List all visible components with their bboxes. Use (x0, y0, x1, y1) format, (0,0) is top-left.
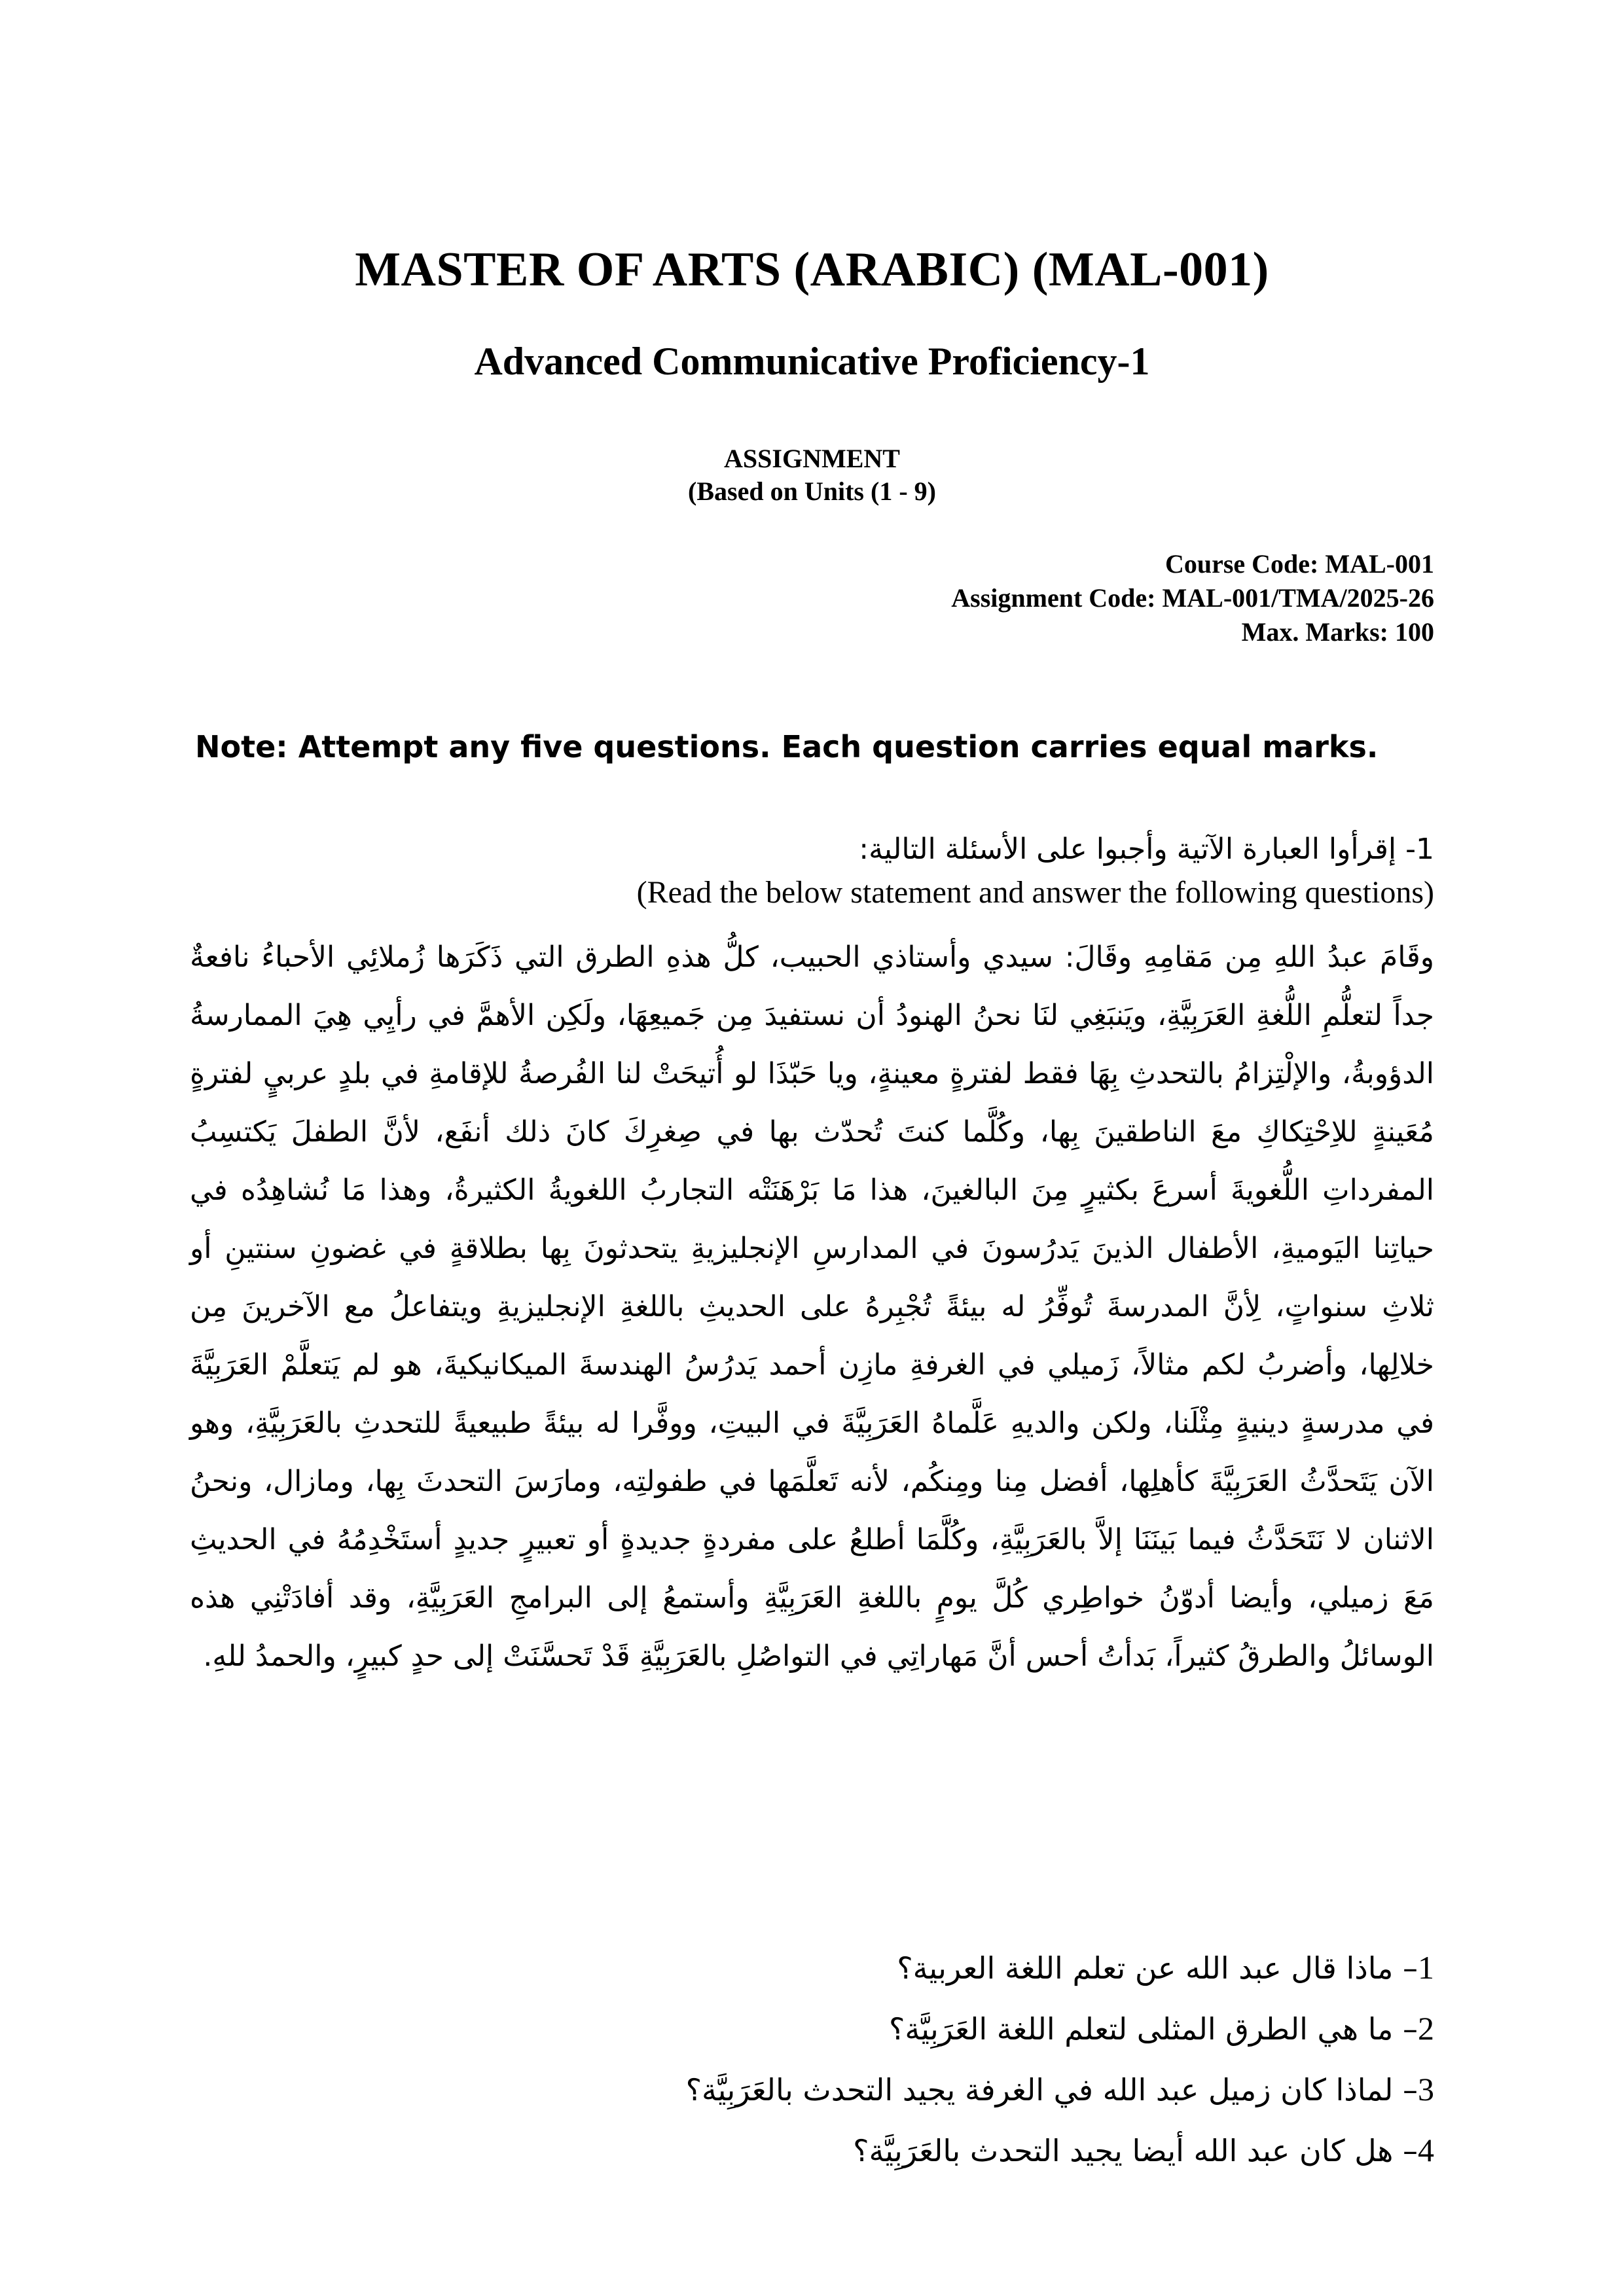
question-number: 3 (1418, 2071, 1434, 2108)
question-dash: – (1393, 2011, 1418, 2047)
question-list (190, 1937, 1434, 2181)
max-marks: Max. Marks: 100 (1241, 617, 1434, 647)
question-dash: – (1393, 2072, 1418, 2108)
question-text: ماذا قال عبد الله عن تعلم اللغة العربية؟ (897, 1950, 1394, 1986)
question-number: 1 (1418, 1949, 1434, 1986)
list-item (190, 2120, 1434, 2181)
assignment-code: Assignment Code: MAL-001/TMA/2025-26 (951, 583, 1434, 613)
page-title: MASTER OF ARTS (ARABIC) (MAL-001) (355, 243, 1269, 296)
question-text: هل كان عبد الله أيضا يجيد التحدث بالعَرَبِيَّة؟ (853, 2133, 1394, 2168)
course-codes (951, 547, 1434, 649)
course-code: Course Code: MAL-001 (1164, 549, 1434, 579)
question-intro-arabic: 1- إقرأوا العبارة الآتية وأجبوا على الأسئلة التالية: (859, 833, 1434, 866)
list-item (190, 1998, 1434, 2059)
assignment-label: ASSIGNMENT (724, 444, 900, 473)
question-number: 4 (1418, 2132, 1434, 2168)
course-subtitle: Advanced Communicative Proficiency-1 (474, 340, 1150, 383)
question-number: 2 (1418, 2010, 1434, 2047)
question-intro-english: (Read the below statement and answer the following questions) (636, 875, 1434, 910)
assignment-heading (0, 442, 1624, 508)
list-item (190, 2059, 1434, 2120)
question-dash: – (1393, 1950, 1418, 1986)
instructions-note: Note: Attempt any five questions. Each question carries equal marks. (195, 729, 1379, 764)
units-label: (Based on Units (1 - 9) (688, 476, 936, 506)
list-item (190, 1937, 1434, 1998)
question-text: لماذا كان زميل عبد الله في الغرفة يجيد التحدث بالعَرَبِيَّة؟ (685, 2072, 1394, 2108)
question-text: ما هي الطرق المثلى لتعلم اللغة العَرَبِيَّة؟ (889, 2011, 1394, 2047)
question-dash: – (1393, 2133, 1418, 2168)
reading-passage: وقَامَ عبدُ اللهِ مِن مَقامِهِ وقَالَ: سيدي وأستاذي الحبيب، كلُّ هذهِ الطرق التي ذَكَرَها زُملائِي الأحباءُ نافعةٌ جداً لتعلُّمِ اللُّغةِ العَرَبِيَّةِ، ويَنبَغِي لنَا نحنُ الهنودُ أن نستفيدَ مِن جَميعِهَا، ولَكِن الأهمَّ في رأيِي هِيَ الممارسةُ الدؤوبةُ، والإلْتِزامُ بالتحدثِ بِهَا فقط لفترةٍ معينةٍ، ويا حَبّذَا لو أُتيحَتْ لنا الفُرصةُ للإقامةِ في بلدٍ عربيٍ لفترةٍ مُعَينةٍ للاِحْتِكاكِ معَ الناطقينَ بِها، وكُلَّما كنتَ تُحدّث بها في صِغرِكَ كانَ ذلك أنفَع، لأنَّ الطفلَ يَكتسِبُ المفرداتِ اللُّغويةَ أسرعَ بكثيرٍ مِنَ البالغينَ، هذا مَا بَرْهَنَتْه التجاربُ اللغويةُ الكثيرةُ، وهذا مَا نُشاهِدُه في حياتِنا اليَوميةِ، الأطفال الذينَ يَدرُسونَ في المدارسِ الإنجليزيةِ يتحدثونَ بِها بطلاقةٍ في غضونِ سنتينِ أو ثلاثِ سنواتٍ، لِأنَّ المدرسةَ تُوفِّرُ له بيئةً تُجْبِرهُ على الحديثِ باللغةِ الإنجليزيةِ ويتفاعلُ مع الآخرينَ مِن خلالِها، وأضربُ لكم مثالاً، زَميلي في الغرفةِ مازِن أحمد يَدرُسُ الهندسةَ الميكانيكيةَ، هو لم يَتعلَّمْ العَرَبِيَّةَ في مدرسةٍ دينيةٍ مِثْلَنا، ولكن والديهِ عَلَّماهُ العَرَبِيَّةَ في البيتِ، ووفَّرا له بيئةً طبيعيةً للتحدثِ بالعَرَبِيَّةِ، وهو الآن يَتَحدَّثُ العَرَبِيَّةَ كأهلِها، أفضل مِنا ومِنكُم، لأنه تَعلَّمَها في طفولتِه، ومارَسَ التحدثَ بِها، ومازال، ونحنُ الاثنان لا نَتَحَدَّثُ فيما بَينَنَا إلاَّ بالعَرَبِيَّةِ، وكُلَّمَا أطلعُ على مفردةٍ جديدةٍ أو تعبيرٍ جديدٍ أستَخْدِمُهُ في الحديثِ مَعَ زميلي، وأيضا أدوّنُ خواطِري كُلَّ يومٍ باللغةِ العَرَبِيَّةِ وأستمعُ إلى البرامجِ العَرَبِيَّةِ، وقد أفادَتْنِي هذه الوسائلُ والطرقُ كثيراً، بَدأتُ أحس أنَّ مَهاراتِي في التواصُلِ بالعَرَبِيَّةِ قَدْ تَحسَّنَتْ إلى حدٍ كبيرٍ، والحمدُ للهِ. (190, 941, 1434, 1673)
